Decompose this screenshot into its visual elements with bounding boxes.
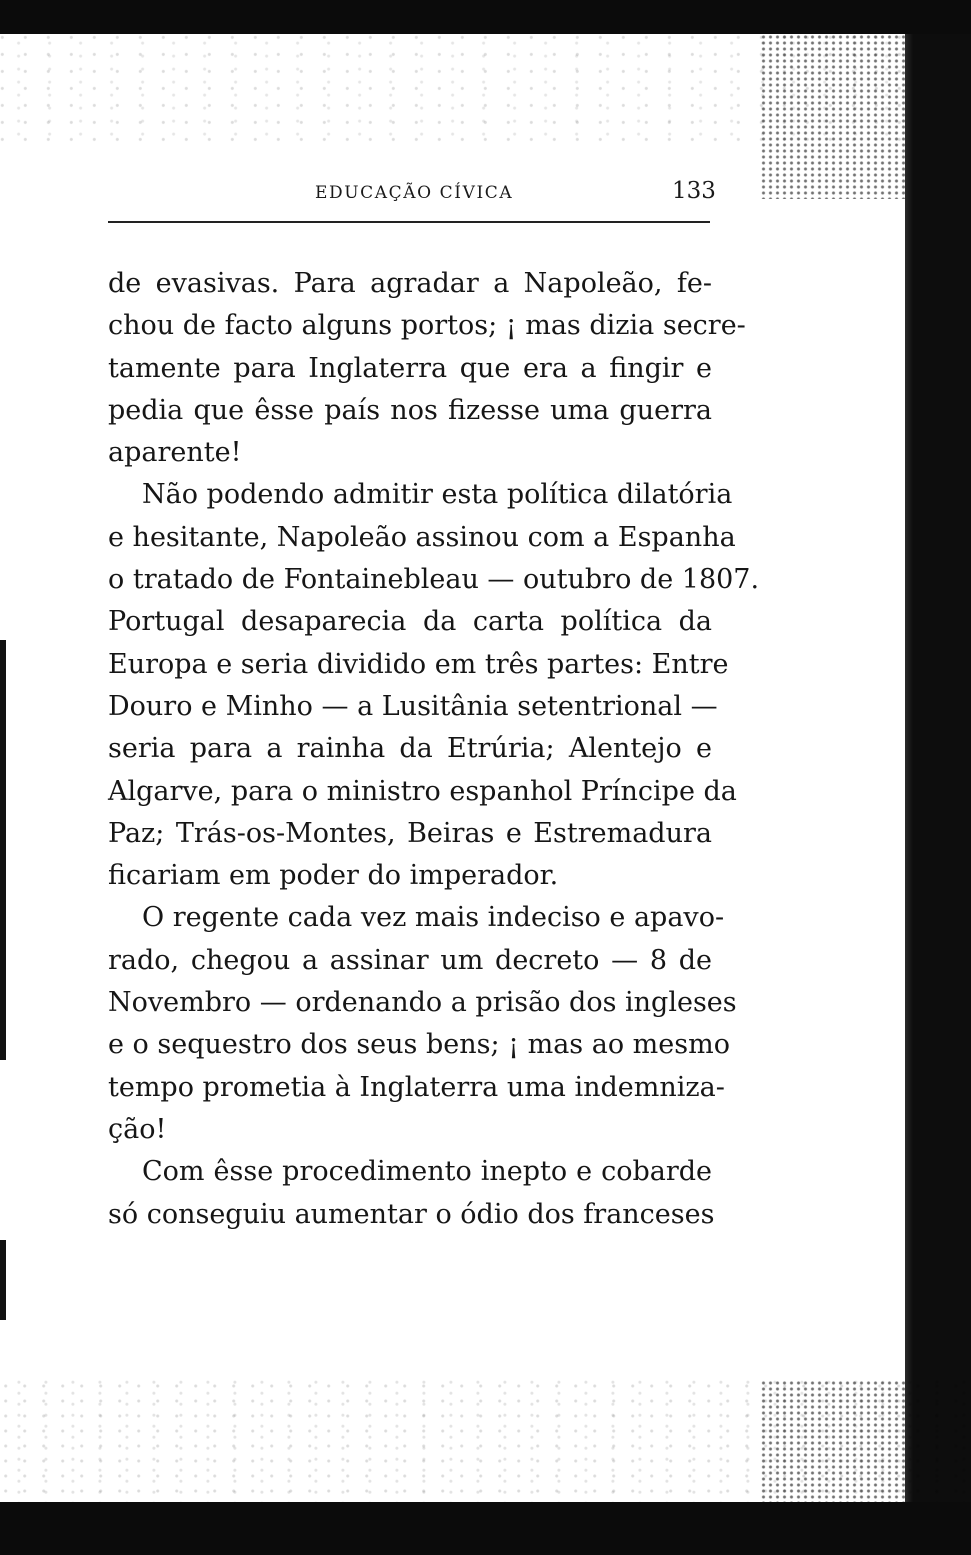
text-line: chou de facto alguns portos; ¡ mas dizia secre- [108, 310, 746, 342]
scan-noise-bottom [0, 1380, 971, 1502]
scan-edge-left [0, 640, 6, 1060]
body-text [108, 263, 760, 1236]
scan-noise-right-top [760, 34, 905, 199]
text-line: pedia que êsse país nos fizesse uma guerra [108, 394, 712, 426]
text-line: Algarve, para o ministro espanhol Príncipe da [108, 775, 737, 807]
text-line: rado, chegou a assinar um decreto — 8 de [108, 944, 712, 976]
text-line: Douro e Minho — a Lusitânia setentrional — [108, 690, 718, 722]
text-line: o tratado de Fontainebleau — outubro de 1807. [108, 564, 760, 596]
text-line: O regente cada vez mais indeciso e apavo- [142, 902, 725, 934]
scan-border-right [905, 34, 971, 1502]
text-line: Portugal desaparecia da carta política da [108, 606, 712, 638]
text-line: seria para a rainha da Etrúria; Alentejo e [108, 733, 712, 765]
scan-border-bottom [0, 1502, 971, 1555]
text-line: aparente! [108, 437, 242, 469]
text-line: Com êsse procedimento inepto e cobarde [142, 1156, 712, 1188]
text-line: ficariam em poder do imperador. [108, 860, 559, 892]
text-line: Não podendo admitir esta política dilatória [142, 479, 733, 511]
running-title: EDUCAÇÃO CÍVICA [315, 183, 514, 203]
scan-border-top [0, 0, 971, 34]
text-line: de evasivas. Para agradar a Napoleão, fe- [108, 268, 712, 299]
text-line: tempo prometia à Inglaterra uma indemniza- [108, 1071, 725, 1103]
text-line: e hesitante, Napoleão assinou com a Espanha [108, 521, 736, 553]
header-rule [108, 221, 710, 223]
scan-edge-left-lower [0, 1240, 6, 1320]
page-number: 133 [672, 178, 716, 204]
text-line: Europa e seria dividido em três partes: Entre [108, 648, 729, 680]
text-line: Novembro — ordenando a prisão dos ingleses [108, 987, 737, 1019]
text-line: tamente para Inglaterra que era a fingir e [108, 352, 712, 384]
text-line: e o sequestro dos seus bens; ¡ mas ao mesmo [108, 1029, 730, 1061]
text-line: só conseguiu aumentar o ódio dos franceses [108, 1198, 715, 1230]
text-line: ção! [108, 1113, 167, 1145]
text-line: Paz; Trás-os-Montes, Beiras e Estremadura [108, 817, 712, 849]
